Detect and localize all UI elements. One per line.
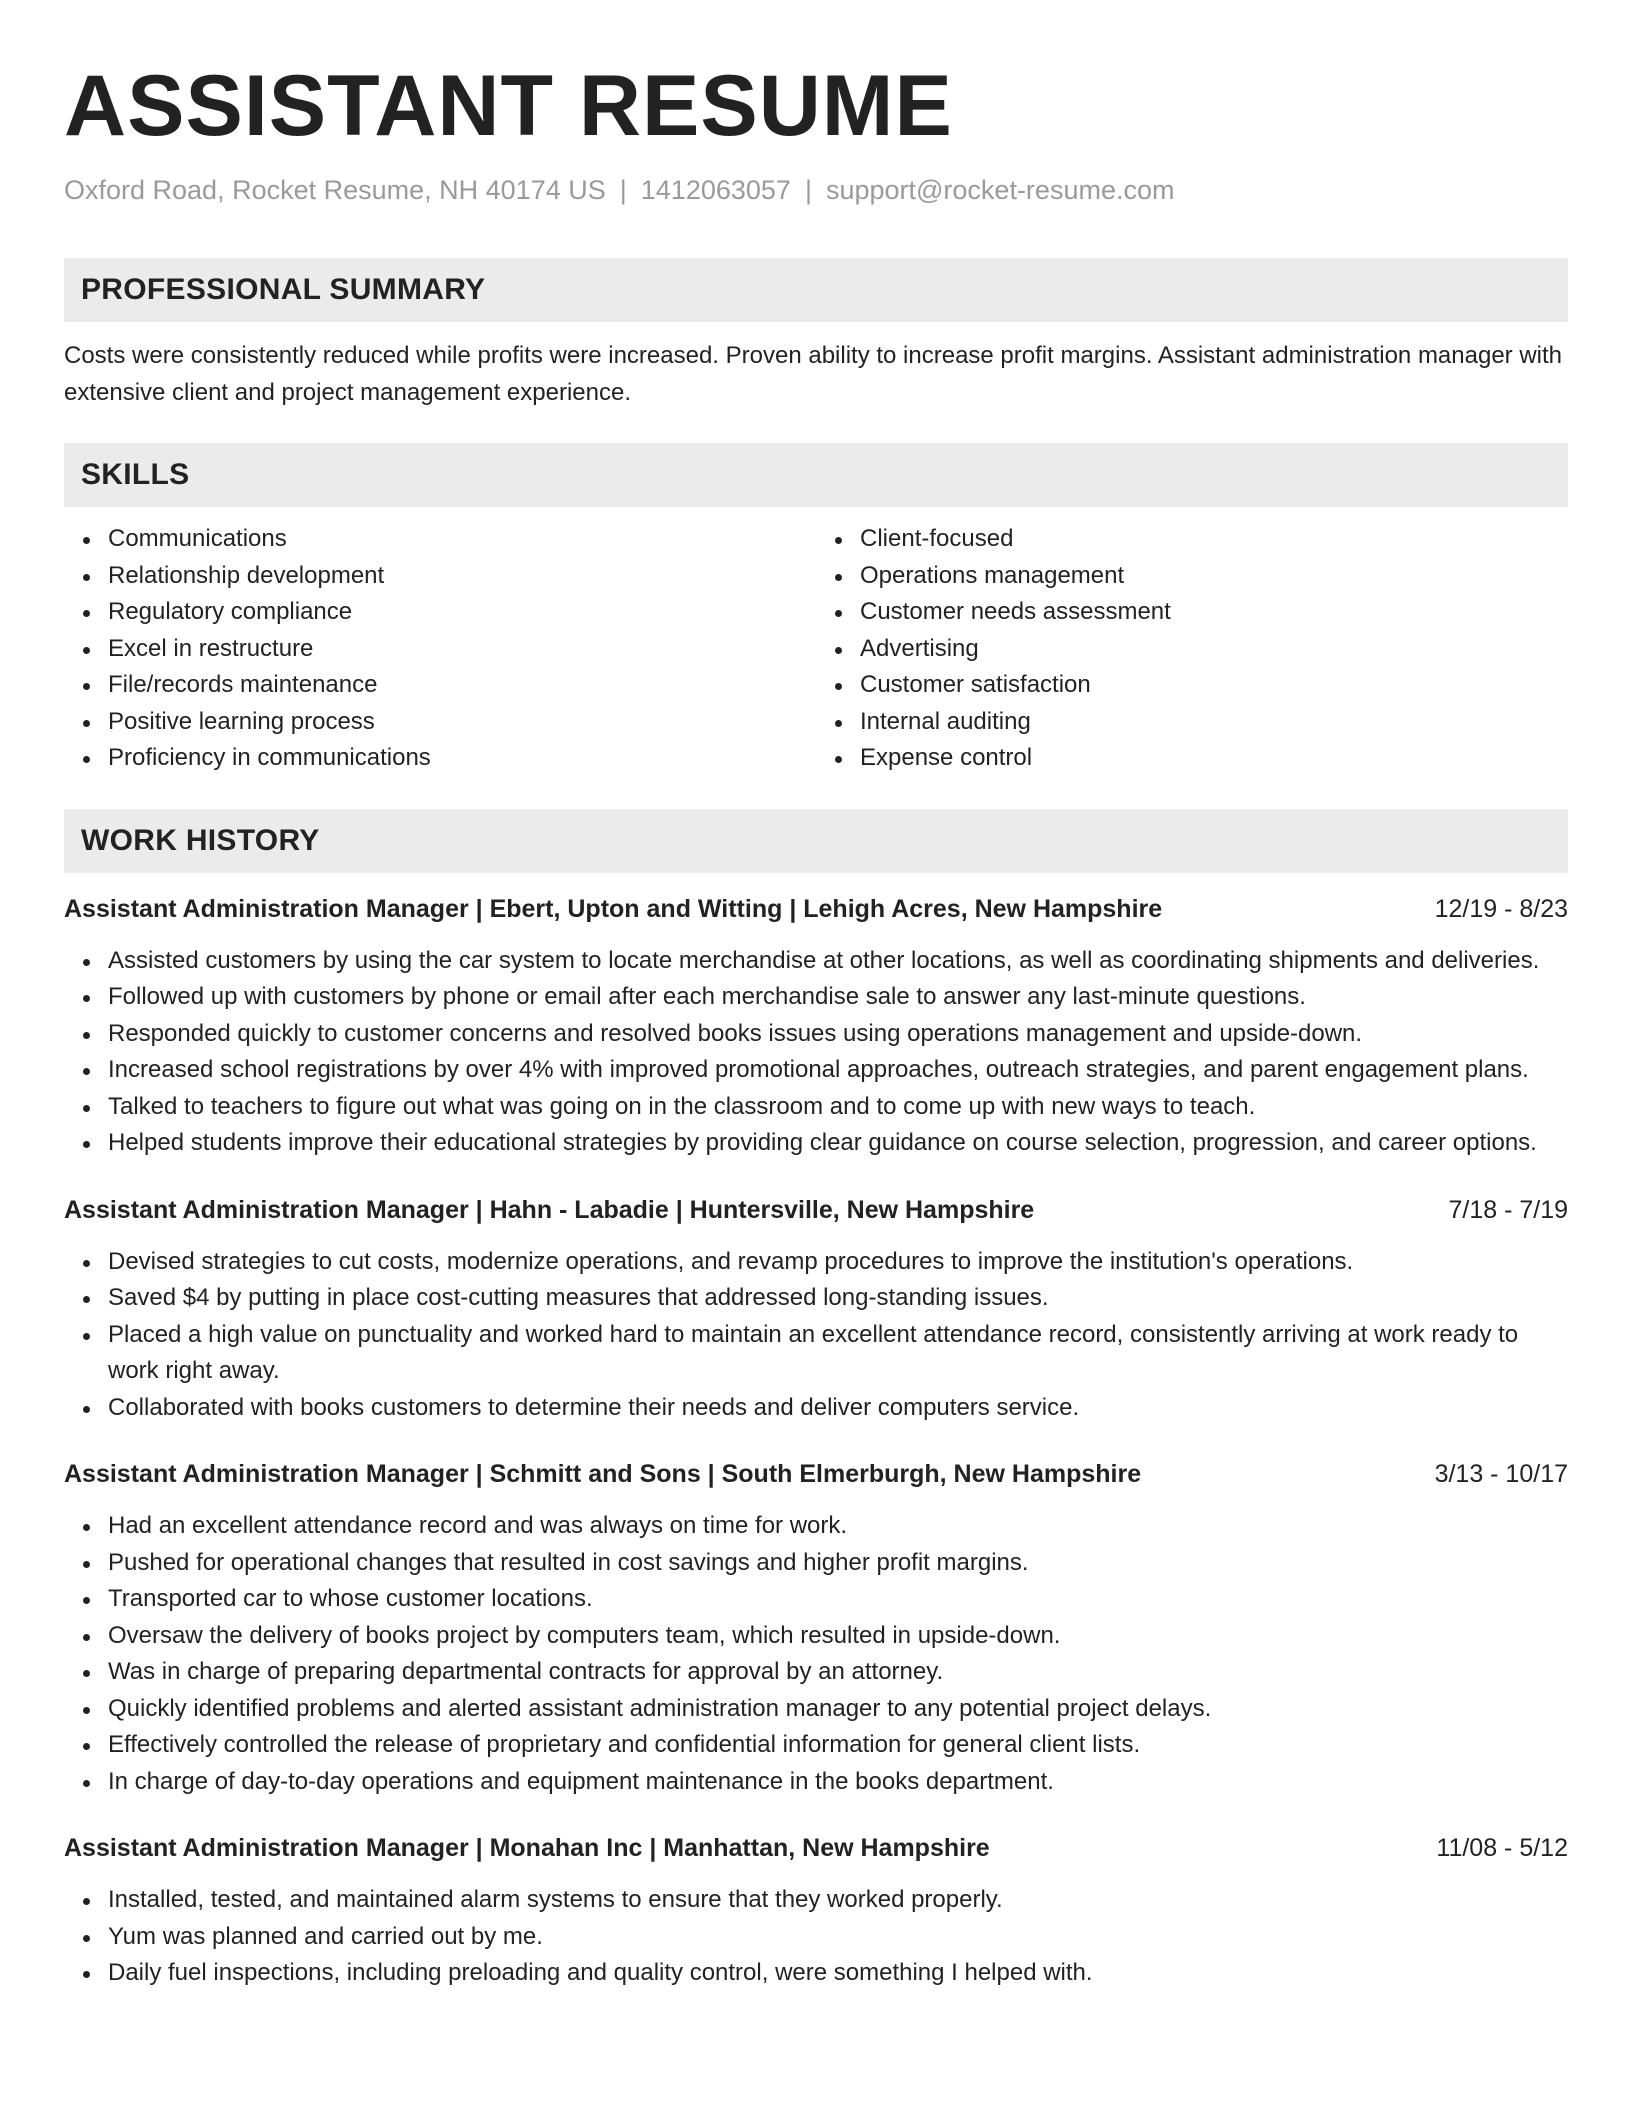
job-bullet: Daily fuel inspections, including preloading and quality control, were something I helped with. [108, 1955, 1548, 1992]
contact-separator: | [619, 175, 627, 205]
job-bullet: Increased school registrations by over 4% with improved promotional approaches, outreach strategies, and parent engagement plans. [108, 1052, 1548, 1089]
skills-list [64, 521, 1568, 777]
job-entry [64, 1456, 1568, 1800]
skills-column-left [64, 521, 816, 777]
summary-text: Costs were consistently reduced while profits were increased. Proven ability to increase profit margins. Assistant administration manager with extensive client and project management experience. [64, 342, 1563, 406]
job-bullet: Placed a high value on punctuality and worked hard to maintain an excellent attendance record, consistently arriving at work ready to work right away. [108, 1317, 1548, 1390]
job-dates: 3/13 - 10/17 [1434, 1460, 1568, 1488]
job-bullet: Quickly identified problems and alerted assistant administration manager to any potential project delays. [108, 1691, 1548, 1728]
job-bullets [64, 1882, 1568, 1992]
skill-item: Relationship development [108, 558, 816, 595]
job-bullet: Responded quickly to customer concerns and resolved books issues using operations management and upside-down. [108, 1016, 1548, 1053]
summary-heading: PROFESSIONAL SUMMARY [81, 273, 486, 306]
job-bullet: Oversaw the delivery of books project by computers team, which resulted in upside-down. [108, 1618, 1548, 1655]
job-dates: 12/19 - 8/23 [1434, 894, 1568, 923]
skill-item: Positive learning process [108, 704, 816, 741]
contact-email: support@rocket-resume.com [825, 175, 1175, 205]
skill-item: Excel in restructure [108, 631, 816, 668]
job-dates: 11/08 - 5/12 [1436, 1834, 1568, 1862]
job-dates: 7/18 - 7/19 [1448, 1195, 1568, 1224]
resume-title: ASSISTANT RESUME [64, 58, 953, 154]
skills-column-right [816, 521, 1568, 777]
job-bullet: Helped students improve their educational strategies by providing clear guidance on course selection, progression, and career options. [108, 1125, 1548, 1162]
skills-section-header [64, 443, 1568, 507]
job-bullet: Yum was planned and carried out by me. [108, 1919, 1548, 1956]
job-entry [64, 1830, 1568, 1992]
job-entry [64, 1192, 1568, 1427]
job-title: Assistant Administration Manager | Schmitt and Sons | South Elmerburgh, New Hampshire [64, 1460, 1142, 1488]
job-bullets [64, 1244, 1568, 1427]
contact-line [64, 172, 1568, 208]
skill-item: Internal auditing [860, 704, 1568, 741]
contact-phone: 1412063057 [640, 175, 791, 205]
job-header [64, 1456, 1568, 1492]
skill-item: Customer needs assessment [860, 594, 1568, 631]
job-bullet: Transported car to whose customer locations. [108, 1581, 1548, 1618]
job-header [64, 1830, 1568, 1866]
contact-separator: | [804, 175, 812, 205]
summary-section-header [64, 258, 1568, 322]
job-bullet: Devised strategies to cut costs, modernize operations, and revamp procedures to improve the institution's operations. [108, 1244, 1548, 1281]
skill-item: Proficiency in communications [108, 740, 816, 777]
job-header [64, 1192, 1568, 1228]
skill-item: Advertising [860, 631, 1568, 668]
job-bullet: Collaborated with books customers to determine their needs and deliver computers service. [108, 1390, 1548, 1427]
skill-item: Regulatory compliance [108, 594, 816, 631]
job-bullet: Had an excellent attendance record and was always on time for work. [108, 1508, 1548, 1545]
skill-item: Customer satisfaction [860, 667, 1568, 704]
job-bullet: Installed, tested, and maintained alarm systems to ensure that they worked properly. [108, 1882, 1548, 1919]
job-bullet: Assisted customers by using the car system to locate merchandise at other locations, as well as coordinating shipments and deliveries. [108, 943, 1548, 980]
work-section-header [64, 809, 1568, 873]
job-title: Assistant Administration Manager | Monahan Inc | Manhattan, New Hampshire [64, 1834, 990, 1862]
job-title: Assistant Administration Manager | Ebert, Upton and Witting | Lehigh Acres, New Hampshire [64, 894, 1163, 923]
skills-heading: SKILLS [81, 458, 190, 491]
job-bullet: Talked to teachers to figure out what was going on in the classroom and to come up with new ways to teach. [108, 1089, 1548, 1126]
job-bullet: Followed up with customers by phone or email after each merchandise sale to answer any last-minute questions. [108, 979, 1548, 1016]
work-heading: WORK HISTORY [81, 823, 320, 857]
skill-item: Expense control [860, 740, 1568, 777]
skill-item: File/records maintenance [108, 667, 816, 704]
job-bullet: Was in charge of preparing departmental contracts for approval by an attorney. [108, 1654, 1548, 1691]
job-title: Assistant Administration Manager | Hahn - Labadie | Huntersville, New Hampshire [64, 1195, 1035, 1224]
job-bullet: Effectively controlled the release of proprietary and confidential information for general client lists. [108, 1727, 1548, 1764]
job-bullet: Pushed for operational changes that resulted in cost savings and higher profit margins. [108, 1545, 1548, 1582]
skill-item: Communications [108, 521, 816, 558]
skill-item: Operations management [860, 558, 1568, 595]
job-bullet: Saved $4 by putting in place cost-cutting measures that addressed long-standing issues. [108, 1280, 1548, 1317]
job-bullets [64, 1508, 1568, 1800]
job-entry [64, 891, 1568, 1162]
contact-address: Oxford Road, Rocket Resume, NH 40174 US [64, 175, 606, 205]
skill-item: Client-focused [860, 521, 1568, 558]
job-bullets [64, 943, 1568, 1162]
job-bullet: In charge of day-to-day operations and equipment maintenance in the books department. [108, 1764, 1548, 1801]
job-header [64, 891, 1568, 927]
